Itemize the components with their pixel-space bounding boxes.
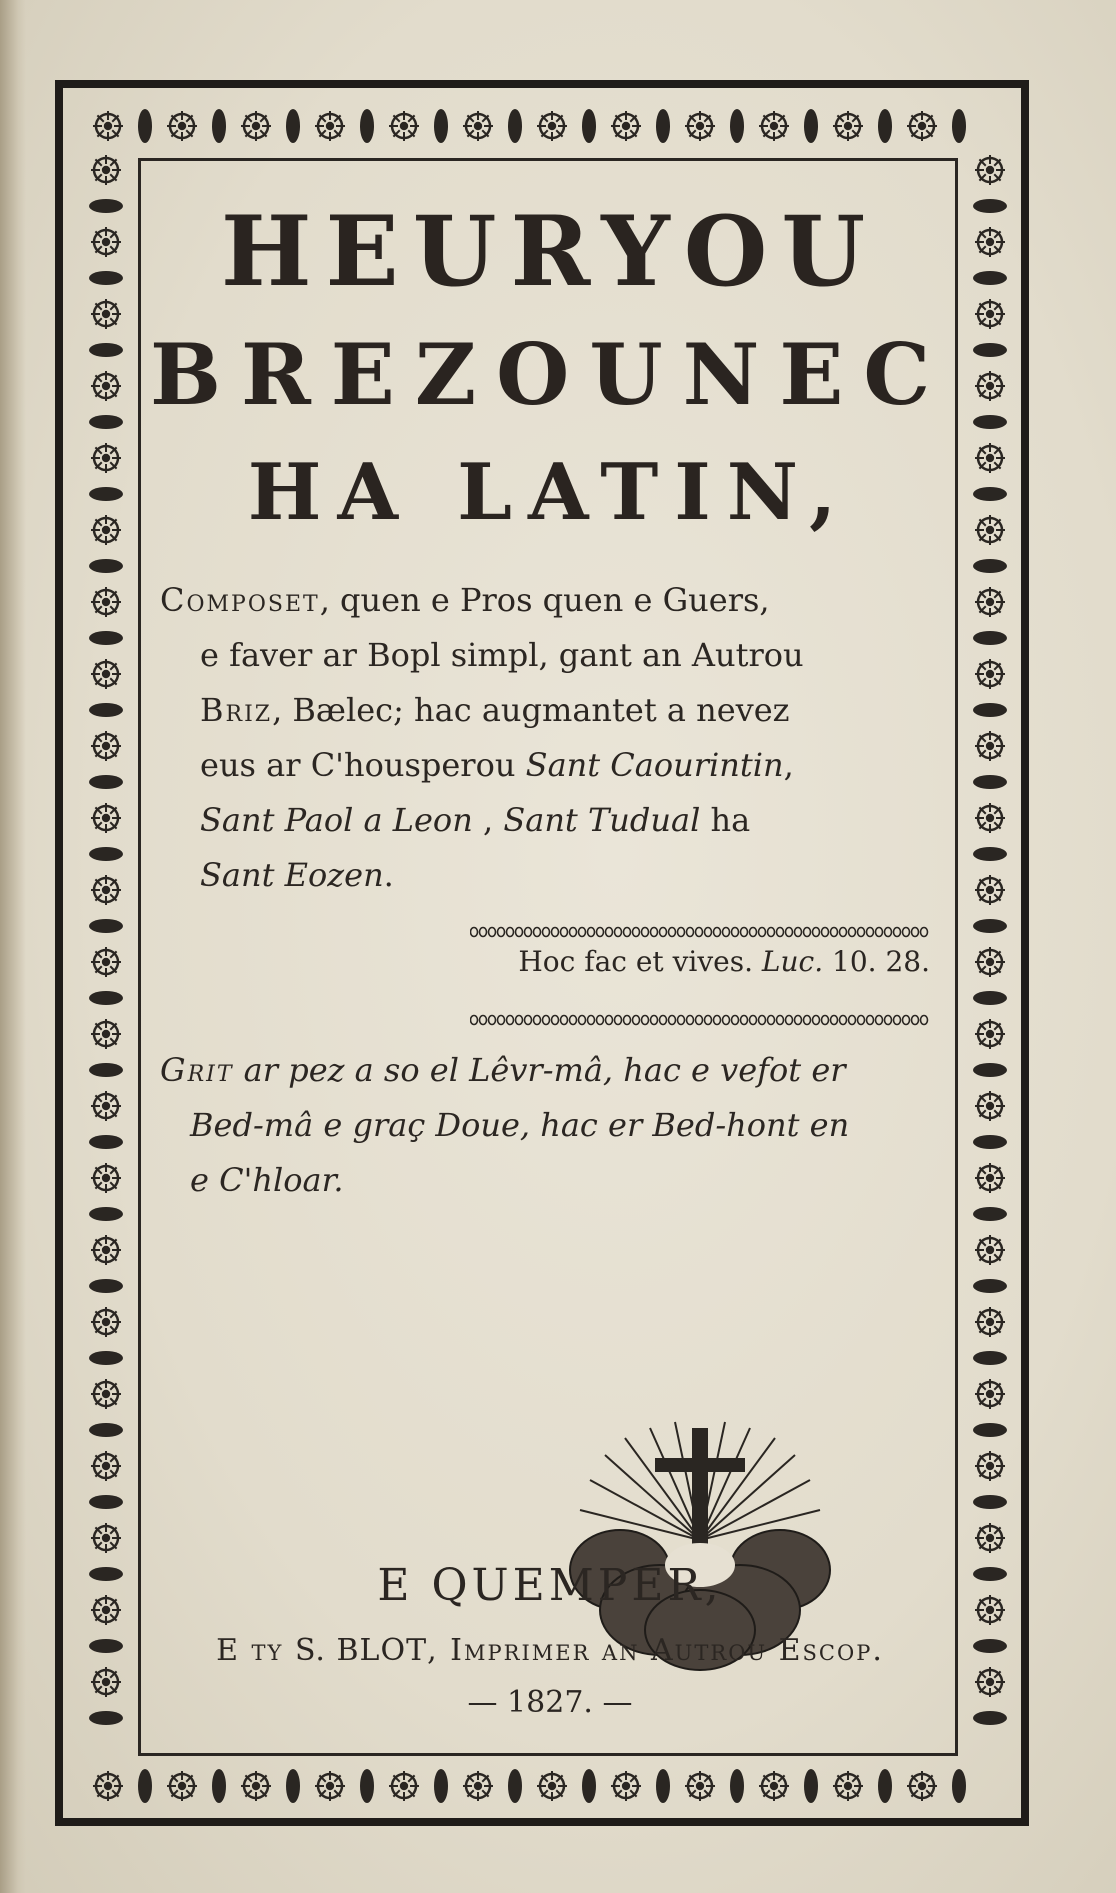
ornament-border-top	[80, 102, 998, 150]
exhortation-line-3: e C'hloar.	[190, 1161, 344, 1199]
imprint-printer	[150, 1633, 950, 1668]
title-line-2: BREZOUNEC	[150, 325, 951, 424]
ornament-border-left	[80, 150, 132, 1760]
ornament-band-pattern	[80, 102, 998, 150]
description-line-4a: eus ar C'housperou	[200, 746, 526, 784]
description-line-5-sep: ,	[472, 801, 504, 839]
saint-name-paol: Sant Paol a Leon	[200, 801, 473, 839]
ornament-rule-bottom	[470, 1013, 930, 1027]
exhortation-line-1: ar pez a so el Lêvr-mâ, hac e vefot er	[233, 1051, 846, 1089]
ornament-rule-top	[470, 925, 930, 939]
imprint-printer-title: , Imprimer an Autrou Escop.	[427, 1633, 884, 1668]
exhortation-line-2: Bed-mâ e graç Doue, hac er Bed-hont en	[190, 1106, 850, 1144]
ornament-band-pattern	[80, 1762, 998, 1810]
book-spine-shadow	[0, 0, 26, 1893]
description-line-6-end: .	[383, 856, 394, 894]
description-line-1: , quen e Pros quen e Guers,	[319, 581, 770, 619]
motto-text: Hoc fac et vives.	[518, 945, 754, 978]
motto	[480, 945, 930, 978]
imprint-year: — 1827. —	[467, 1685, 633, 1720]
motto-reference: 10. 28.	[823, 945, 930, 978]
ornament-band-pattern	[80, 150, 132, 1760]
title-line-1: HEURYOU	[220, 195, 880, 308]
description-line-5-end: ha	[700, 801, 751, 839]
description-line-3: , Bælec; hac augmantet a nevez	[272, 691, 790, 729]
ornament-border-bottom	[80, 1762, 998, 1810]
imprint-printer-prefix: E ty	[216, 1633, 295, 1668]
imprint-printer-name: S. BLOT	[294, 1633, 428, 1668]
ornament-band-pattern	[964, 150, 1016, 1760]
description-lead-word: Composet	[160, 581, 320, 619]
saint-name-eozen: Sant Eozen	[200, 856, 384, 894]
exhortation-paragraph	[160, 1043, 940, 1208]
description-line-2: e faver ar Bopl simpl, gant an Autrou	[200, 636, 804, 674]
motto-reference-book: Luc.	[761, 945, 824, 978]
title-line-3: HA LATIN,	[247, 447, 853, 538]
exhortation-lead-word: Grit	[160, 1051, 234, 1089]
description-paragraph	[160, 573, 940, 903]
description-author: Briz	[200, 691, 273, 729]
saint-name-caourintin: Sant Caourintin	[525, 746, 784, 784]
ornament-border-right	[964, 150, 1016, 1760]
description-line-4b: ,	[783, 746, 794, 784]
imprint-city: E QUEMPER,	[377, 1560, 723, 1611]
saint-name-tudual: Sant Tudual	[503, 801, 701, 839]
